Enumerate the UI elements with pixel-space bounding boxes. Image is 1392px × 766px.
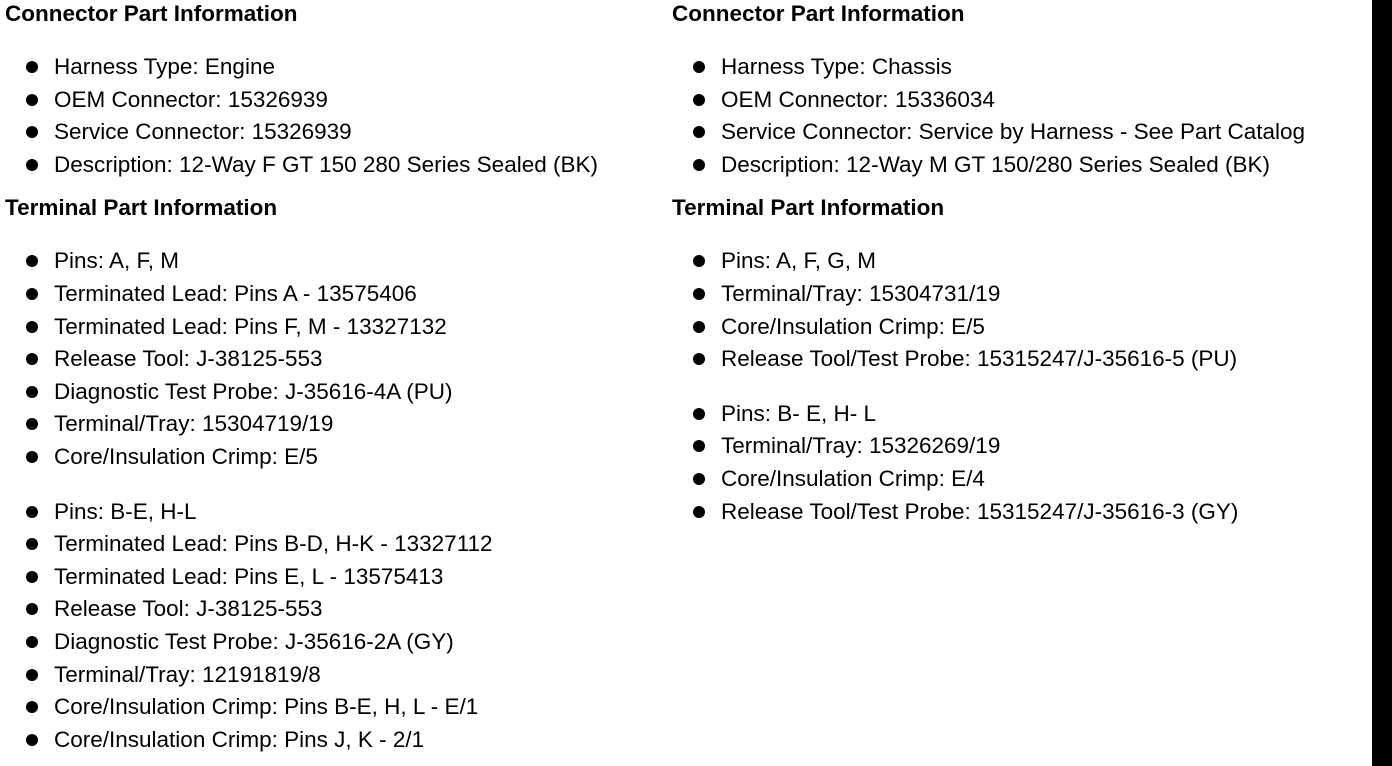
list-item <box>5 311 665 344</box>
list-item-text: Terminated Lead: Pins F, M - 13327132 <box>54 313 447 339</box>
list-item <box>672 398 1372 431</box>
bullet-icon <box>693 126 705 138</box>
list-item-text: Description: 12-Way M GT 150/280 Series Sealed (BK) <box>721 151 1270 177</box>
bullet-icon <box>26 538 38 550</box>
left-connector-heading: Connector Part Information <box>5 1 298 26</box>
list-item-text: Service Connector: 15326939 <box>54 119 352 145</box>
list-item <box>672 84 1372 117</box>
right-terminal-heading: Terminal Part Information <box>672 195 945 221</box>
list-item <box>5 691 665 724</box>
list-item-text: Release Tool: J-38125-553 <box>54 596 323 622</box>
list-item <box>5 343 665 376</box>
page-edge-bar <box>1372 0 1392 766</box>
right-connector-heading: Connector Part Information <box>672 1 965 26</box>
bullet-icon <box>26 61 38 73</box>
bullet-icon <box>693 353 705 365</box>
list-item-text: Terminal/Tray: 15304719/19 <box>54 411 334 437</box>
bullet-icon <box>26 571 38 583</box>
bullet-icon <box>693 408 705 420</box>
list-item-text: Pins: B- E, H- L <box>721 400 877 426</box>
list-item <box>5 149 665 182</box>
bullet-icon <box>26 321 38 333</box>
bullet-icon <box>693 321 705 333</box>
bullet-icon <box>26 126 38 138</box>
list-item <box>5 659 665 692</box>
list-item-text: Diagnostic Test Probe: J-35616-4A (PU) <box>54 378 453 404</box>
list-item-text: Diagnostic Test Probe: J-35616-2A (GY) <box>54 628 454 654</box>
list-item-text: Pins: A, F, G, M <box>721 248 877 274</box>
bullet-icon <box>693 440 705 452</box>
list-item-text: Core/Insulation Crimp: E/5 <box>721 313 985 339</box>
left-column <box>5 0 665 756</box>
list-item-text: Terminated Lead: Pins E, L - 13575413 <box>54 563 444 589</box>
bullet-icon <box>26 418 38 430</box>
bullet-icon <box>26 353 38 365</box>
left-terminal-heading: Terminal Part Information <box>5 195 278 221</box>
bullet-icon <box>26 701 38 713</box>
list-item <box>672 463 1372 496</box>
bullet-icon <box>693 61 705 73</box>
list-item-text: OEM Connector: 15326939 <box>54 86 328 112</box>
list-item <box>672 430 1372 463</box>
bullet-icon <box>693 473 705 485</box>
list-item-text: Pins: B-E, H-L <box>54 498 197 524</box>
list-item <box>672 311 1372 344</box>
left-terminal-group2 <box>5 496 665 757</box>
list-item-text: Terminal/Tray: 15304731/19 <box>721 280 1001 306</box>
bullet-icon <box>26 669 38 681</box>
bullet-icon <box>26 255 38 267</box>
right-connector-list <box>672 51 1372 181</box>
list-item-text: Release Tool/Test Probe: 15315247/J-35616-3 (GY) <box>721 498 1239 524</box>
list-item <box>672 343 1372 376</box>
list-item <box>672 149 1372 182</box>
list-item <box>5 496 665 529</box>
list-item <box>672 51 1372 84</box>
list-item <box>672 496 1372 529</box>
list-item-text: Release Tool: J-38125-553 <box>54 346 323 372</box>
list-item <box>5 245 665 278</box>
list-item <box>5 528 665 561</box>
list-item-text: OEM Connector: 15336034 <box>721 86 995 112</box>
list-item-text: Terminal/Tray: 12191819/8 <box>54 661 321 687</box>
list-item <box>5 724 665 757</box>
list-item-text: Pins: A, F, M <box>54 248 180 274</box>
bullet-icon <box>693 255 705 267</box>
list-item <box>5 626 665 659</box>
bullet-icon <box>26 734 38 746</box>
list-item <box>5 561 665 594</box>
list-item <box>5 441 665 474</box>
list-item <box>672 245 1372 278</box>
bullet-icon <box>693 506 705 518</box>
right-terminal-group2 <box>672 398 1372 528</box>
list-item-text: Harness Type: Chassis <box>721 54 952 79</box>
list-item-text: Core/Insulation Crimp: Pins J, K - 2/1 <box>54 726 425 752</box>
bullet-icon <box>26 159 38 171</box>
list-item-text: Terminated Lead: Pins B-D, H-K - 13327112 <box>54 531 493 557</box>
list-item-text: Release Tool/Test Probe: 15315247/J-35616-5 (PU) <box>721 346 1238 372</box>
list-item <box>5 408 665 441</box>
right-terminal-group1 <box>672 245 1372 375</box>
list-item <box>672 116 1372 149</box>
bullet-icon <box>693 288 705 300</box>
list-item-text: Core/Insulation Crimp: E/4 <box>721 465 985 491</box>
list-item-text: Harness Type: Engine <box>54 54 275 79</box>
bullet-icon <box>26 603 38 615</box>
bullet-icon <box>693 159 705 171</box>
right-column <box>672 0 1372 528</box>
list-item <box>5 278 665 311</box>
list-item-text: Service Connector: Service by Harness - See Part Catalog <box>721 119 1306 145</box>
list-item-text: Terminated Lead: Pins A - 13575406 <box>54 280 417 306</box>
bullet-icon <box>693 94 705 106</box>
list-item-text: Core/Insulation Crimp: E/5 <box>54 443 318 469</box>
bullet-icon <box>26 636 38 648</box>
list-item <box>5 593 665 626</box>
list-item-text: Terminal/Tray: 15326269/19 <box>721 433 1001 459</box>
list-item <box>5 51 665 84</box>
bullet-icon <box>26 94 38 106</box>
list-item-text: Description: 12-Way F GT 150 280 Series Sealed (BK) <box>54 151 598 177</box>
list-item <box>5 376 665 409</box>
list-item <box>672 278 1372 311</box>
bullet-icon <box>26 386 38 398</box>
bullet-icon <box>26 451 38 463</box>
bullet-icon <box>26 288 38 300</box>
list-item <box>5 84 665 117</box>
left-connector-list <box>5 51 665 181</box>
left-terminal-group1 <box>5 245 665 473</box>
list-item <box>5 116 665 149</box>
bullet-icon <box>26 506 38 518</box>
list-item-text: Core/Insulation Crimp: Pins B-E, H, L - E/1 <box>54 694 479 720</box>
